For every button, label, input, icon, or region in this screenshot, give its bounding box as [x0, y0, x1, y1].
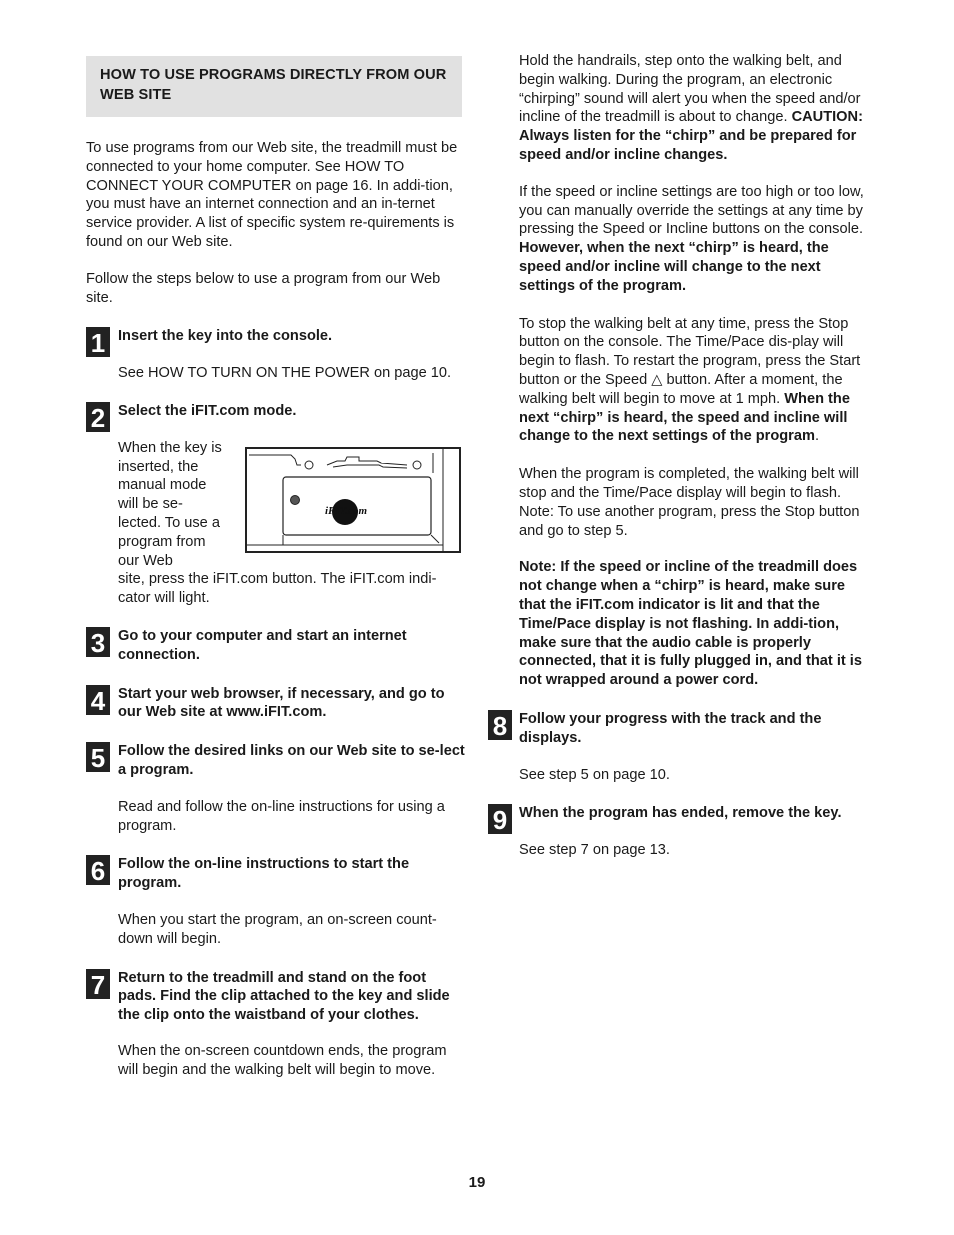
- step-title: Follow the on-line instructions to start the program.: [118, 856, 410, 892]
- step-number: 7: [86, 969, 110, 999]
- step-body: site, press the iFIT.com button. The iFIT.com indi-cator will light.: [118, 571, 437, 607]
- step-4: [86, 685, 466, 723]
- step-body: See HOW TO TURN ON THE POWER on page 10.: [118, 365, 452, 382]
- step-number: 8: [488, 710, 512, 740]
- step-number: 4: [86, 685, 110, 715]
- section-title: HOW TO USE PROGRAMS DIRECTLY FROM OUR WEB SITE: [86, 56, 462, 117]
- console-drawing: [247, 449, 459, 551]
- step-3: [86, 627, 466, 665]
- stop-paragraph: [519, 315, 868, 447]
- ifit-logo-text: iFIT.com: [325, 505, 368, 517]
- step-5: [86, 742, 466, 835]
- step-body: See step 7 on page 13.: [519, 842, 670, 859]
- override-warning-text: However, when the next “chirp” is heard, the speed and/or incline will change to the next settings of the program.: [519, 240, 829, 294]
- step-body-wrapped: When the key is inserted, the manual mode will be se-lected. To use a program from our Web: [118, 439, 222, 569]
- stop-period: .: [814, 428, 820, 445]
- step-1: [86, 327, 466, 383]
- follow-paragraph: Follow the steps below to use a program from our Web site.: [86, 270, 441, 306]
- completed-paragraph: When the program is completed, the walking belt will stop and the Time/Pace display will begin to flash. Note: To use another program, press the Stop button and go to step 5.: [519, 466, 860, 539]
- step-8: [488, 710, 868, 784]
- step-number: 2: [86, 402, 110, 432]
- intro-paragraph: To use programs from our Web site, the treadmill must be connected to your home computer. See HOW TO CONNECT YOUR COMPUTER on page 16. In addi-tion, you must have an internet connection and an in-ternet service provider. A list of specific system re-quirements is found on our Web site.: [86, 140, 458, 250]
- step-number: 5: [86, 742, 110, 772]
- note-paragraph: Note: If the speed or incline of the treadmill does not change when a “chirp” is heard, make sure that the iFIT.com indicator is lit and that the Time/Pace display is not flashing. In addi-tion, make sure that the audio cable is properly connected, that it is fully plugged in, and that it is not wrapped around a power cord.: [519, 559, 862, 689]
- step-title: Follow the desired links on our Web site to se-lect a program.: [118, 743, 465, 778]
- step-body: Read and follow the on-line instructions for using a program.: [118, 798, 445, 834]
- step-number: 6: [86, 855, 110, 885]
- step-6: [86, 855, 466, 948]
- ifit-logo: [325, 505, 367, 517]
- right-paragraphs: [488, 52, 868, 690]
- step-title: Go to your computer and start an internet connection.: [118, 627, 407, 663]
- stop-warning-text: When the next “chirp” is heard, the speed and incline will change to the next settings of the program: [519, 390, 850, 445]
- handrails-text: Hold the handrails, step onto the walking belt, and begin walking. During the program, an electronic “chirping” sound will alert you when the speed and/or incline of the treadmill is about to change.: [519, 53, 861, 126]
- console-illustration: [245, 447, 461, 553]
- step-title: Follow your progress with the track and the displays.: [519, 710, 822, 746]
- stop-text: To stop the walking belt at any time, press the Stop button on the console. The Time/Pace dis-play will begin to flash. To restart the program, press the Start button or the Speed △ button. After a moment, the walking belt will begin to move at 1 mph.: [519, 315, 861, 407]
- step-9: [488, 804, 868, 860]
- step-number: 1: [86, 327, 110, 357]
- step-title: Select the iFIT.com mode.: [118, 402, 297, 419]
- step-title: Insert the key into the console.: [118, 328, 333, 345]
- caution-text: CAUTION: Always listen for the “chirp” and be prepared for speed and/or incline changes.: [519, 109, 863, 163]
- step-7: [86, 969, 466, 1080]
- step-title: When the program has ended, remove the key.: [519, 805, 842, 822]
- step-title: Return to the treadmill and stand on the foot pads. Find the clip attached to the key and slide the clip onto the waistband of your clothes.: [118, 969, 450, 1024]
- step-title: Start your web browser, if necessary, and go to our Web site at www.iFIT.com.: [118, 685, 445, 721]
- step-body: When the on-screen countdown ends, the program will begin and the walking belt will begin to move.: [118, 1042, 447, 1078]
- handrails-paragraph: [519, 52, 868, 165]
- step-number: 9: [488, 804, 512, 834]
- step-body: See step 5 on page 10.: [519, 766, 670, 783]
- step-number: 3: [86, 627, 110, 657]
- right-column: [488, 52, 868, 860]
- override-paragraph: [519, 183, 868, 296]
- step-body: When you start the program, an on-screen count-down will begin.: [118, 911, 437, 947]
- page-number: 19: [468, 1174, 486, 1191]
- override-text: If the speed or incline settings are too high or too low, you can manually override the settings at any time by pressing the Speed or Incline buttons on the console.: [519, 183, 864, 238]
- left-column: [86, 56, 466, 1079]
